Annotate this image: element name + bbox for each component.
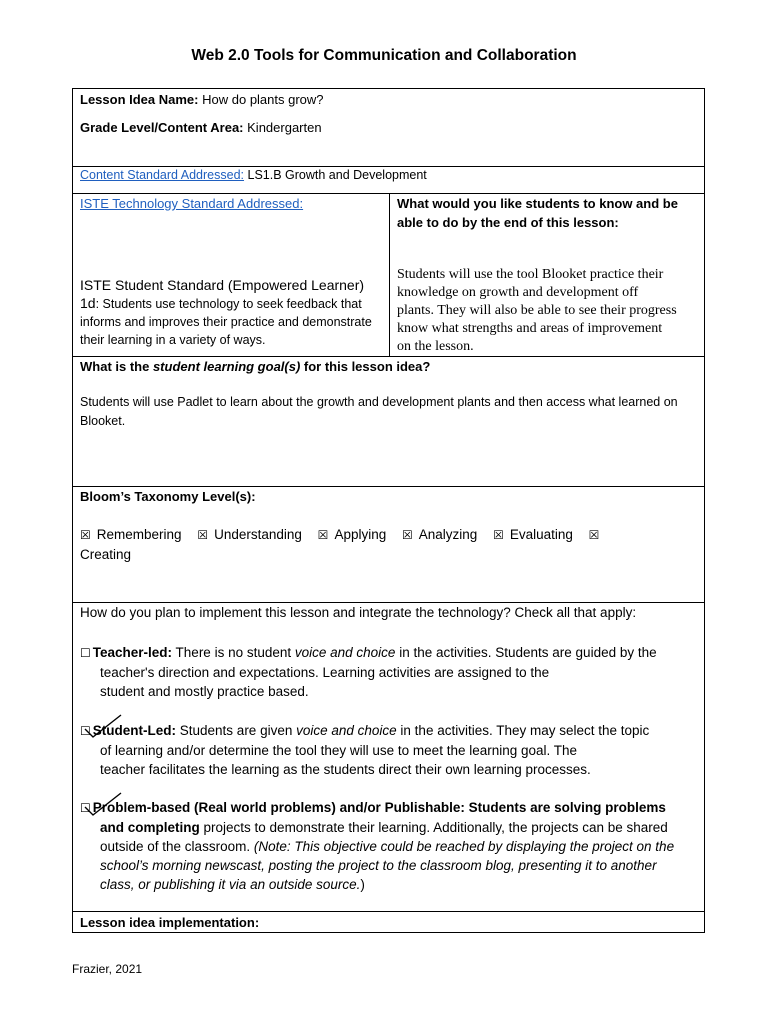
lesson-plan-table (72, 88, 705, 933)
content-standard-line (80, 166, 427, 185)
checked-box-icon: ☒ (80, 528, 91, 542)
iste-standard-cell (80, 194, 303, 213)
lesson-name-label: Lesson Idea Name: (80, 92, 199, 107)
bloom-remembering[interactable]: ☒ Remembering (80, 527, 182, 542)
grade-level-value: Kindergarten (247, 120, 322, 135)
document-title: Web 2.0 Tools for Communication and Collaboration (191, 47, 577, 64)
handwritten-check-icon (81, 711, 125, 741)
bloom-understanding[interactable]: ☒ Understanding (197, 527, 302, 542)
handwritten-check-icon (81, 789, 125, 819)
iste-standard-title: ISTE Student Standard (Empowered Learner) (80, 277, 365, 293)
learning-goal-label: What is the student learning goal(s) for this lesson idea? (80, 359, 431, 374)
lesson-implementation-label: Lesson idea implementation: (80, 915, 260, 930)
outcomes-text: Students will use the tool Blooket practice their knowledge on growth and development off plants. They will also be able to see their progress know what strengths and areas of improvement on the lesson. (397, 267, 677, 354)
grade-level-line (80, 118, 322, 137)
checked-box-icon: ☒ (402, 528, 413, 542)
column-divider (389, 193, 390, 356)
content-standard-value: LS1.B Growth and Development (247, 168, 427, 182)
row-divider (73, 911, 704, 912)
grade-level-label: Grade Level/Content Area: (80, 120, 244, 135)
student-led-option[interactable]: ☐ Student-Led: Students are given voice and choice in the activities. They may select the topic of learning and/or determine the tool they will use to meet the learning goal. The teacher facilitates the learning as the students direct their own learning processes. (80, 723, 650, 777)
lesson-name-value: How do plants grow? (202, 92, 324, 107)
bloom-levels (80, 525, 660, 564)
bloom-applying[interactable]: ☒ Applying (317, 527, 387, 542)
learning-goal-text: Students will use Padlet to learn about the growth and development plants and then access what learned on Blooket. (80, 395, 678, 428)
footer-author: Frazier, 2021 (72, 962, 143, 976)
bloom-creating[interactable]: ☒ Creating (80, 528, 600, 562)
unchecked-box-icon[interactable]: ☐ (80, 724, 91, 738)
unchecked-box-icon[interactable]: ☐ (80, 801, 91, 815)
content-standard-link[interactable]: Content Standard Addressed: (80, 168, 245, 182)
iste-standard-link[interactable]: ISTE Technology Standard Addressed: (80, 196, 304, 211)
bloom-label: Bloom’s Taxonomy Level(s): (80, 489, 256, 504)
teacher-led-option[interactable]: ☐ Teacher-led: There is no student voice and choice in the activities. Students are guided by the teacher's direction and expectations. Learning activities are assigned to the student and mostly practice based. (80, 645, 657, 699)
checked-box-icon: ☒ (317, 528, 329, 542)
checked-box-icon: ☒ (588, 528, 600, 542)
lesson-name-line (80, 90, 324, 109)
bloom-evaluating[interactable]: ☒ Evaluating (493, 527, 573, 542)
checked-box-icon: ☒ (197, 528, 209, 542)
unchecked-box-icon[interactable]: ☐ (80, 646, 91, 660)
iste-standard-description: 1d: Students use technology to seek feedback that informs and improves their practice and demonstrate their learning in a variety of ways. (80, 295, 372, 347)
iste-standard-code: 1d (80, 295, 96, 311)
outcomes-label: What would you like students to know and be able to do by the end of this lesson: (397, 196, 678, 230)
bloom-analyzing[interactable]: ☒ Analyzing (402, 527, 478, 542)
problem-based-option[interactable]: ☐ Problem-based (Real world problems) and/or Publishable: Students are solving problems and completing projects to demonstrate their learning. Additionally, the projects can be shared outside of the classroom. (Note: This objective could be reached by displaying the project on the school’s morning newscast, posting the project to the classroom blog, presenting it to another class, or publishing it via an outside source.) (80, 800, 675, 892)
checked-box-icon: ☒ (493, 528, 504, 542)
implementation-question: How do you plan to implement this lesson and integrate the technology? Check all that apply: (80, 605, 637, 620)
